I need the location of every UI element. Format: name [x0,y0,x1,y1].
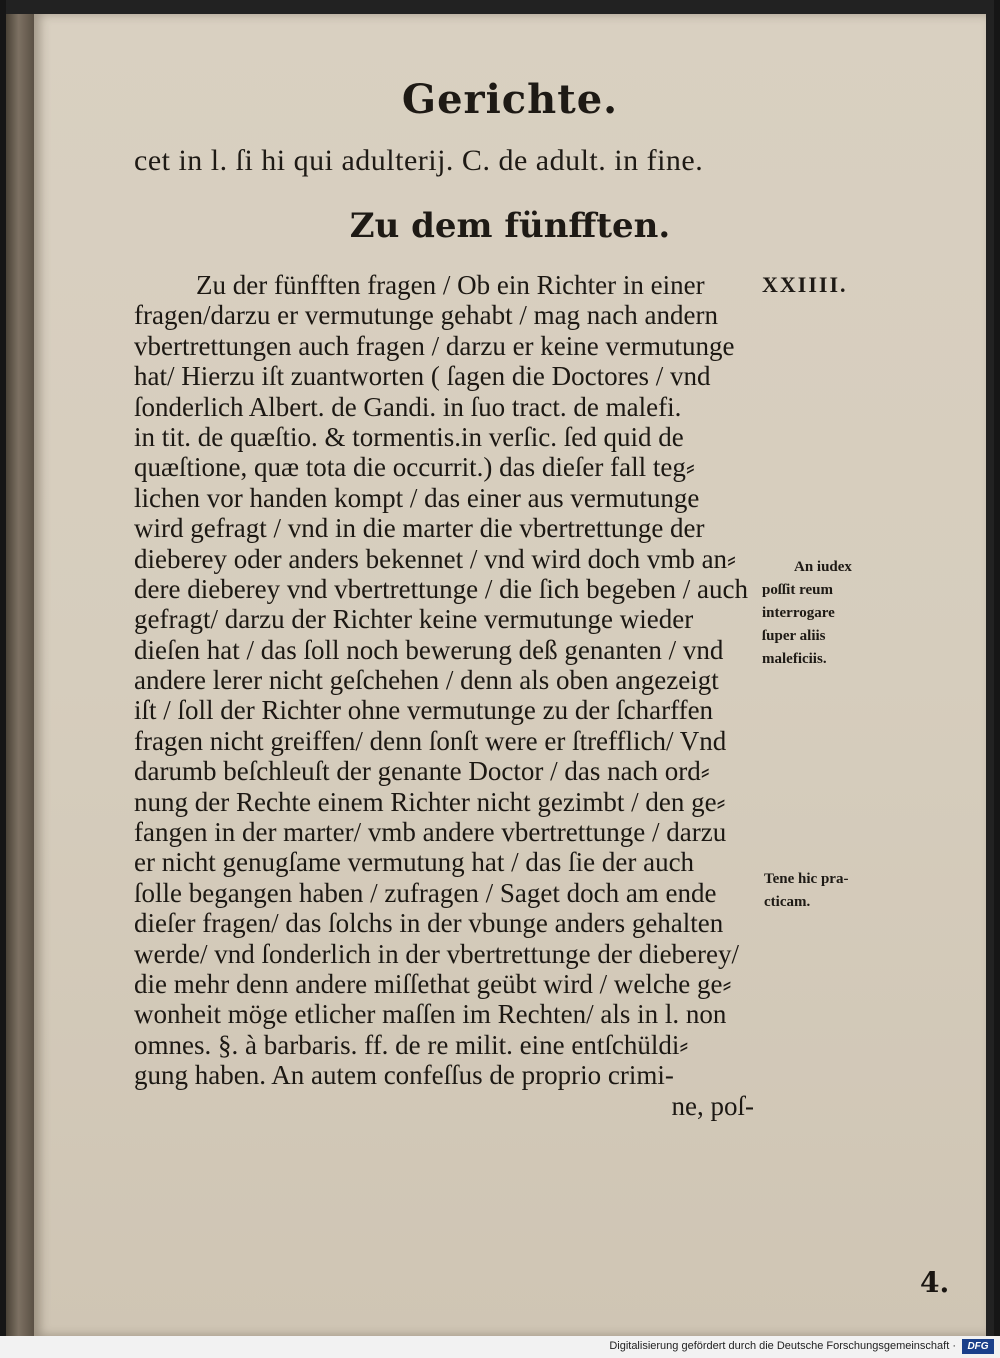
text-line: dieſen hat / das ſoll noch bewerung deß genanten / vnd [134,634,724,665]
body-text [134,270,754,1121]
text-line: ſonderlich Albert. de Gandi. in ſuo tract. de malefi. [134,391,682,422]
margin-note-line: poſſit reum [762,582,833,598]
text-line: darumb beſchleuſt der genante Doctor / das nach ord⸗ [134,756,710,787]
margin-note-line: cticam. [764,894,811,910]
text-line: wonheit möge etlicher maſſen im Rechten/ als in l. non [134,999,727,1030]
text-line: ne, poſ- [671,1090,754,1121]
margin-note [764,868,874,914]
footer-bar [0,1336,1000,1358]
margin-question-number: XXIIII. [762,272,848,297]
text-line: dere dieberey vnd vbertrettunge / die ſich begeben / auch [134,573,748,604]
text-line: in tit. de quæſtio. & tormentis.in verſic. ſed quid de [134,421,684,452]
dfg-logo[interactable]: DFG [962,1339,994,1354]
text-line: er nicht genugſame vermutung hat / das ſie der auch [134,847,695,878]
text-line: wird gefragt / vnd in die marter die vbertrettunge der [134,513,705,544]
text-line: gefragt/ darzu der Richter keine vermutunge wieder [134,604,694,635]
text-line: fangen in der marter/ vmb andere vbertrettunge / darzu [134,817,727,848]
text-line: fragen/darzu er vermutunge gehabt / mag nach andern [134,300,718,331]
text-line: werde/ vnd ſonderlich in der vbertrettunge der dieberey/ [134,938,740,969]
margin-note-line: An iudex [794,559,852,575]
funding-notice: Digitalisierung gefördert durch die Deutsche Forschungsgemeinschaft · [609,1340,956,1352]
margin-note-line: Tene hic pra- [764,871,849,887]
page-gutter-edge [6,14,34,1336]
margin-note-line: interrogare [762,605,835,621]
text-line: die mehr denn andere miſſethat geübt wird / welche ge⸗ [134,968,732,999]
text-line: quæſtione, quæ tota die occurrit.) das dieſer fall teg⸗ [134,452,695,483]
text-line: vbertrettungen auch fragen / darzu er keine vermutunge [134,330,735,361]
text-line: andere lerer nicht geſchehen / denn als oben angezeigt [134,665,719,696]
text-line: fragen nicht greiffen/ denn ſonſt were er ſtrefflich/ Vnd [134,725,727,756]
section-heading: Zu dem fünfften. [349,206,671,246]
text-line: Zu der fünfften fragen / Ob ein Richter in einer [196,270,705,300]
margin-note [762,556,872,671]
text-line: dieſer fragen/ das ſolchs in der vbunge anders gehalten [134,908,724,939]
book-page [34,14,986,1336]
text-line: lichen vor handen kompt / das einer aus vermutunge [134,482,700,513]
margin-note-line: ſuper aliis [762,628,826,644]
text-line: dieberey oder anders bekennet / vnd wird doch vmb an⸗ [134,543,737,574]
continuation-line: cet in l. ſi hi qui adulterij. C. de adult. in fine. [134,144,704,177]
margin-note-line: maleficiis. [762,651,827,667]
text-line: omnes. §. à barbaris. ff. de re milit. eine entſchüldi⸗ [134,1029,689,1060]
text-line: nung der Rechte einem Richter nicht gezimbt / den ge⸗ [134,786,726,817]
text-line: iſt / ſoll der Richter ohne vermutunge zu der ſcharffen [134,695,714,726]
folio-number: 4. [920,1266,950,1299]
text-line: gung haben. An autem confeſſus de proprio crimi- [134,1060,674,1091]
running-head: Gerichte. [401,76,619,123]
text-line: hat/ Hierzu iſt zuantworten ( ſagen die Doctores / vnd [134,361,711,392]
text-line: ſolle begangen haben / zufragen / Saget doch am ende [134,877,717,908]
